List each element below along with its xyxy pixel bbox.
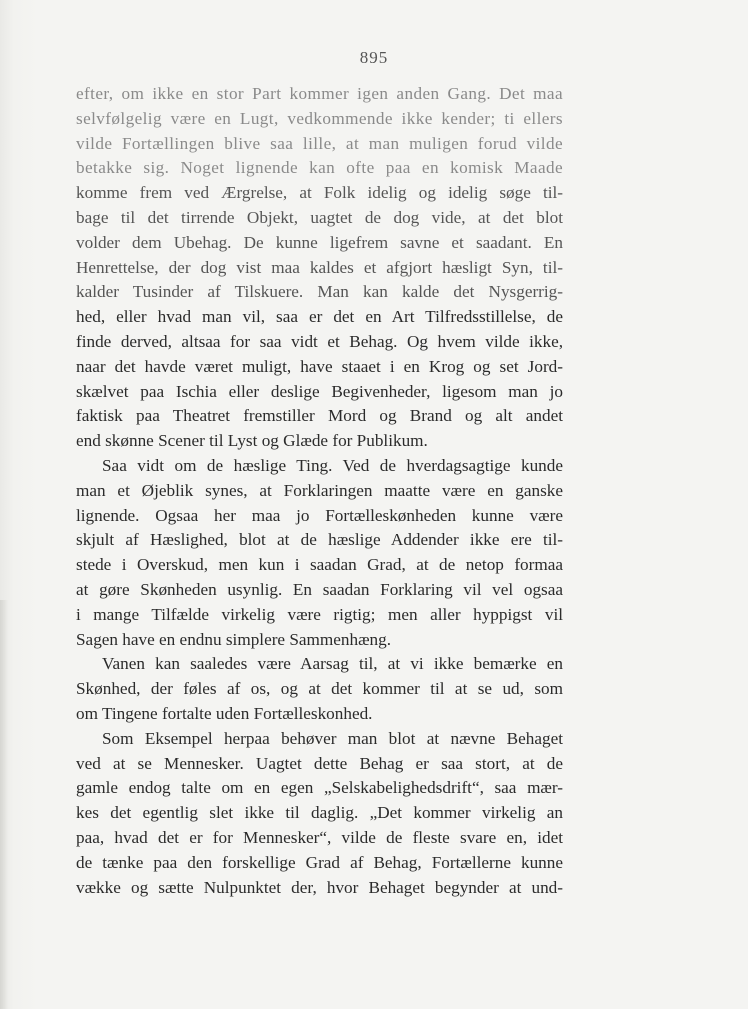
text-line: at gøre Skønheden usynlig. En saadan Forklaring vil vel ogsaa <box>76 579 563 599</box>
text-line: Saa vidt om de hæslige Ting. Ved de hverdagsagtige kunde <box>102 455 563 475</box>
text-line: Skønhed, der føles af os, og at det kommer til at se ud, som <box>76 679 563 699</box>
text-line: de tænke paa den forskellige Grad af Behag, Fortællerne kunne <box>76 852 563 872</box>
text-line: paa, hvad det er for Mennesker“, vilde de fleste svare en, idet <box>76 827 563 847</box>
text-line: lignende. Ogsaa her maa jo Fortælleskønheden kunne være <box>76 505 563 525</box>
text-line: hed, eller hvad man vil, saa er det en Art Tilfredsstillelse, de <box>76 307 563 327</box>
text-line: skælvet paa Ischia eller deslige Begivenheder, ligesom man jo <box>76 381 563 401</box>
body-text <box>76 82 563 900</box>
page-number: 895 <box>359 48 389 67</box>
text-line: end skønne Scener til Lyst og Glæde for Publikum. <box>76 431 428 451</box>
text-line: naar det havde været muligt, have staaet i en Krog og set Jord- <box>76 356 563 376</box>
text-line: vilde Fortællingen blive saa lille, at man muligen forud vilde <box>76 133 563 153</box>
text-line: kalder Tusinder af Tilskuere. Man kan kalde det Nysgerrig- <box>76 282 563 302</box>
text-line: ved at se Mennesker. Uagtet dette Behag er saa stort, at de <box>76 753 563 773</box>
text-line: i mange Tilfælde virkelig være rigtig; men aller hyppigst vil <box>76 604 563 624</box>
text-line: bage til det tirrende Objekt, uagtet de dog vide, at det blot <box>76 207 563 227</box>
text-line: Vanen kan saaledes være Aarsag til, at vi ikke bemærke en <box>102 654 563 674</box>
text-line: vække og sætte Nulpunktet der, hvor Behaget begynder at und- <box>76 877 563 897</box>
text-line: Sagen have en endnu simplere Sammenhæng. <box>76 629 392 649</box>
text-line: Som Eksempel herpaa behøver man blot at nævne Behaget <box>102 728 563 748</box>
text-line: kes det egentlig slet ikke til daglig. „Det kommer virkelig an <box>76 803 563 823</box>
text-line: faktisk paa Theatret fremstiller Mord og Brand og alt andet <box>76 406 563 426</box>
text-line: man et Øjeblik synes, at Forklaringen maatte være en ganske <box>76 480 563 500</box>
text-line: finde derved, altsaa for saa vidt et Behag. Og hvem vilde ikke, <box>76 331 563 351</box>
text-line: Henrettelse, der dog vist maa kaldes et afgjort hæsligt Syn, til- <box>76 257 563 277</box>
text-line: skjult af Hæslighed, blot at de hæslige Addender ikke ere til- <box>76 530 563 550</box>
text-line: om Tingene fortalte uden Fortælleskonhed. <box>76 703 373 723</box>
text-line: stede i Overskud, men kun i saadan Grad, at de netop formaa <box>76 555 563 575</box>
text-line: efter, om ikke en stor Part kommer igen anden Gang. Det maa <box>76 84 563 103</box>
text-line: volder dem Ubehag. De kunne ligefrem savne et saadant. En <box>76 232 563 252</box>
gutter-shadow <box>0 600 8 1009</box>
text-line: komme frem ved Ærgrelse, at Folk idelig og idelig søge til- <box>76 183 563 203</box>
text-line: gamle endog talte om en egen „Selskabelighedsdrift“, saa mær- <box>76 778 563 798</box>
text-line: betakke sig. Noget lignende kan ofte paa en komisk Maade <box>76 158 563 178</box>
text-line: selvfølgelig være en Lugt, vedkommende ikke kender; ti ellers <box>76 108 563 128</box>
